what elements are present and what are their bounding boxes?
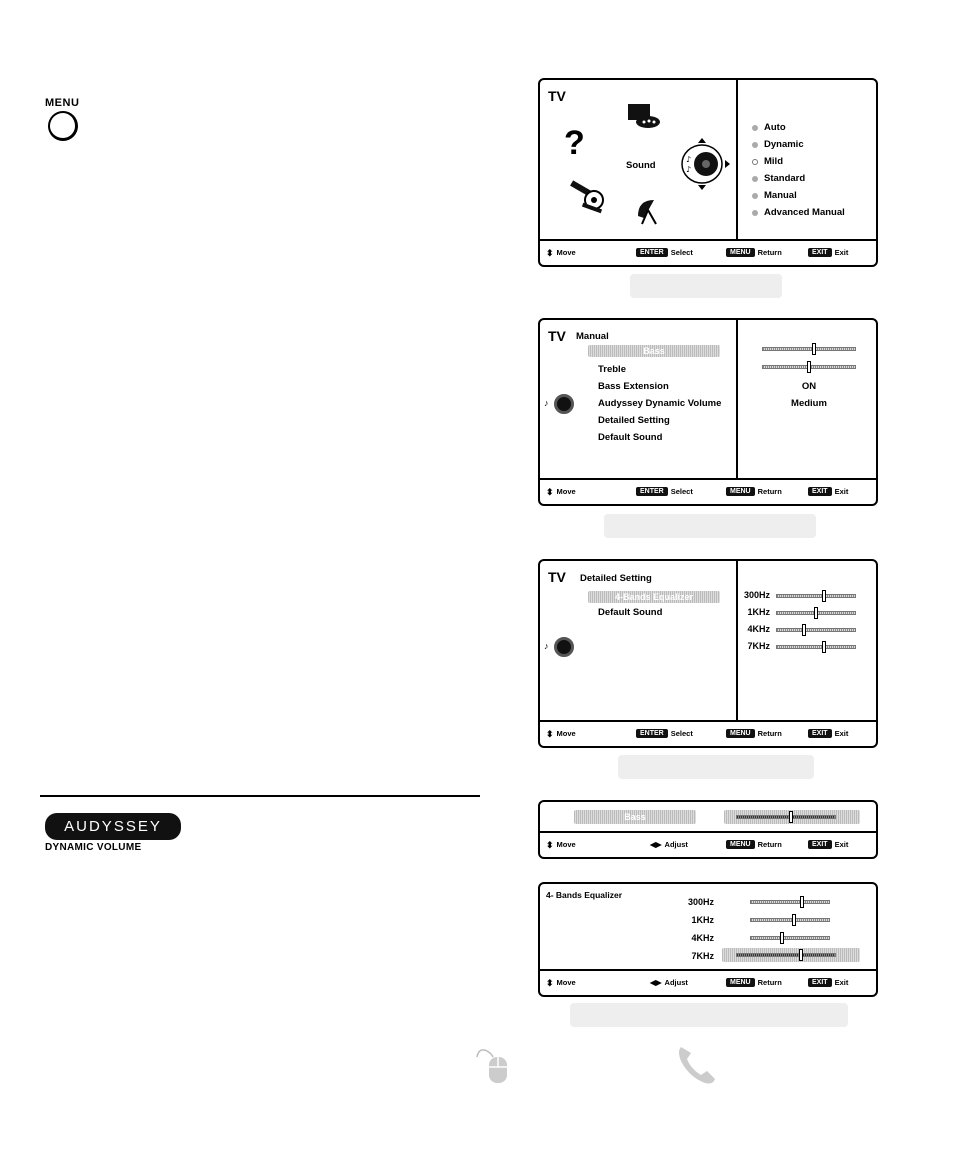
eq-band-label: 1KHz — [691, 915, 714, 925]
tv-label: TV — [548, 328, 566, 344]
tv-screen-manual — [538, 318, 878, 506]
slider-thumb[interactable] — [812, 343, 816, 355]
speaker-icon — [554, 394, 574, 414]
speaker-icon — [554, 637, 574, 657]
eq-band-label: 4KHz — [747, 624, 770, 634]
svg-text:♪: ♪ — [686, 155, 692, 164]
treble-slider[interactable] — [762, 365, 856, 369]
tv-label: TV — [548, 569, 566, 585]
bass-extension-value: ON — [801, 381, 817, 392]
slider-thumb[interactable] — [800, 896, 804, 908]
mouse-icon — [475, 1045, 515, 1085]
radio-dot-icon — [752, 142, 758, 148]
left-right-arrow-icon: ◀▶ — [650, 978, 662, 987]
dynamic-volume-value: Medium — [791, 398, 827, 409]
up-down-arrow-icon: ⬍ — [546, 728, 554, 739]
eq-band-slider-7khz[interactable] — [776, 645, 856, 649]
eq-band-label: 7KHz — [691, 951, 714, 961]
up-down-arrow-icon: ⬍ — [546, 839, 554, 850]
caption-placeholder — [604, 514, 816, 538]
slider-thumb[interactable] — [822, 641, 826, 653]
eq-band-slider-4khz[interactable] — [776, 628, 856, 632]
menu-key: MENU — [726, 978, 755, 987]
menu-key-label: MENU — [45, 97, 80, 109]
tv-screen-4-bands-equalizer — [538, 882, 878, 997]
menu-key: MENU — [726, 248, 755, 257]
menu-item-bass-extension[interactable]: Bass Extension — [598, 381, 669, 392]
option-standard[interactable]: Standard — [752, 173, 805, 184]
tv-screen-bass-adjust — [538, 800, 878, 859]
radio-dot-icon — [752, 176, 758, 182]
menu-item-audyssey-dynamic-volume[interactable]: Audyssey Dynamic Volume — [598, 398, 722, 409]
option-auto[interactable]: Auto — [752, 122, 786, 133]
caption-placeholder — [630, 274, 782, 298]
setup-tools-icon[interactable] — [568, 180, 606, 214]
bass-adjust-slider[interactable] — [736, 815, 836, 819]
enter-key: ENTER — [636, 729, 668, 738]
slider-thumb[interactable] — [792, 914, 796, 926]
menu-item-default-sound[interactable]: Default Sound — [598, 607, 663, 618]
left-right-arrow-icon: ◀▶ — [650, 840, 662, 849]
exit-key: EXIT — [808, 487, 832, 496]
eq-band-slider-4khz[interactable] — [750, 936, 830, 940]
tv-screen-detailed-setting — [538, 559, 878, 748]
eq-band-label: 1KHz — [747, 607, 770, 617]
svg-text:♪: ♪ — [686, 165, 692, 174]
slider-thumb[interactable] — [822, 590, 826, 602]
caption-placeholder — [570, 1003, 848, 1027]
music-note-icon: ♪ — [544, 641, 549, 651]
eq-band-slider-300hz[interactable] — [750, 900, 830, 904]
menu-key: MENU — [726, 729, 755, 738]
option-manual[interactable]: Manual — [752, 190, 797, 201]
eq-band-slider-1khz[interactable] — [776, 611, 856, 615]
exit-key: EXIT — [808, 978, 832, 987]
menu-item-bass-highlighted[interactable]: Bass — [588, 345, 720, 357]
menu-item-detailed-setting[interactable]: Detailed Setting — [598, 415, 670, 426]
slider-thumb[interactable] — [799, 949, 803, 961]
screen-footer: ⬍ Move ENTER Select MENU Return EXIT Exit — [546, 247, 849, 258]
slider-thumb[interactable] — [780, 932, 784, 944]
menu-key-illustration — [45, 97, 105, 141]
eq-band-slider-300hz[interactable] — [776, 594, 856, 598]
picture-icon[interactable] — [626, 102, 662, 130]
radio-dot-icon — [752, 193, 758, 199]
audyssey-badge: AUDYSSEY — [45, 813, 181, 840]
screen-footer: ⬍ Move ENTER Select MENU Return EXIT Exit — [546, 728, 849, 739]
audyssey-subtitle: DYNAMIC VOLUME — [45, 842, 142, 853]
eq-band-slider-7khz[interactable] — [736, 953, 836, 957]
up-down-arrow-icon: ⬍ — [546, 977, 554, 988]
menu-item-default-sound[interactable]: Default Sound — [598, 432, 663, 443]
caption-placeholder — [618, 755, 814, 779]
up-down-arrow-icon: ⬍ — [546, 247, 554, 258]
menu-item-4-bands-equalizer-highlighted[interactable]: 4-Bands Equalizer — [588, 591, 720, 603]
eq-band-slider-1khz[interactable] — [750, 918, 830, 922]
bass-item-highlighted[interactable]: Bass — [574, 810, 696, 824]
menu-heading: Manual — [576, 331, 609, 342]
menu-heading: Detailed Setting — [580, 573, 652, 584]
music-note-icon: ♪ — [544, 398, 549, 408]
slider-thumb[interactable] — [807, 361, 811, 373]
radio-selected-icon — [752, 159, 758, 165]
exit-key: EXIT — [808, 729, 832, 738]
radio-dot-icon — [752, 210, 758, 216]
slider-thumb[interactable] — [802, 624, 806, 636]
eq-band-label: 7KHz — [747, 641, 770, 651]
equalizer-heading: 4- Bands Equalizer — [546, 890, 623, 900]
tv-screen-sound-menu — [538, 78, 878, 267]
screen-footer: ⬍ Move ◀▶ Adjust MENU Return EXIT Exit — [546, 839, 849, 850]
screen-footer: ⬍ Move ◀▶ Adjust MENU Return EXIT Exit — [546, 977, 849, 988]
help-icon[interactable]: ? — [564, 124, 585, 162]
tv-label: TV — [548, 88, 566, 104]
radio-dot-icon — [752, 125, 758, 131]
enter-key: ENTER — [636, 487, 668, 496]
center-menu-label: Sound — [626, 160, 656, 171]
exit-key: EXIT — [808, 248, 832, 257]
section-divider — [40, 795, 480, 797]
up-down-arrow-icon: ⬍ — [546, 486, 554, 497]
option-mild[interactable]: Mild — [752, 156, 783, 167]
eq-band-label: 300Hz — [687, 897, 714, 907]
audyssey-logo — [45, 813, 181, 853]
eq-band-label: 300Hz — [743, 590, 770, 600]
bass-slider[interactable] — [762, 347, 856, 351]
exit-key: EXIT — [808, 840, 832, 849]
option-advanced-manual[interactable]: Advanced Manual — [752, 207, 845, 218]
menu-key: MENU — [726, 487, 755, 496]
phone-icon — [675, 1043, 719, 1087]
slider-thumb[interactable] — [814, 607, 818, 619]
sound-selected-icon[interactable] — [676, 136, 736, 192]
screen-footer: ⬍ Move ENTER Select MENU Return EXIT Exit — [546, 486, 849, 497]
slider-thumb[interactable] — [789, 811, 793, 823]
menu-key: MENU — [726, 840, 755, 849]
menu-item-treble[interactable]: Treble — [598, 364, 626, 375]
option-dynamic[interactable]: Dynamic — [752, 139, 804, 150]
channel-antenna-icon[interactable] — [634, 196, 662, 226]
enter-key: ENTER — [636, 248, 668, 257]
menu-button-icon — [48, 111, 78, 141]
eq-band-label: 4KHz — [691, 933, 714, 943]
